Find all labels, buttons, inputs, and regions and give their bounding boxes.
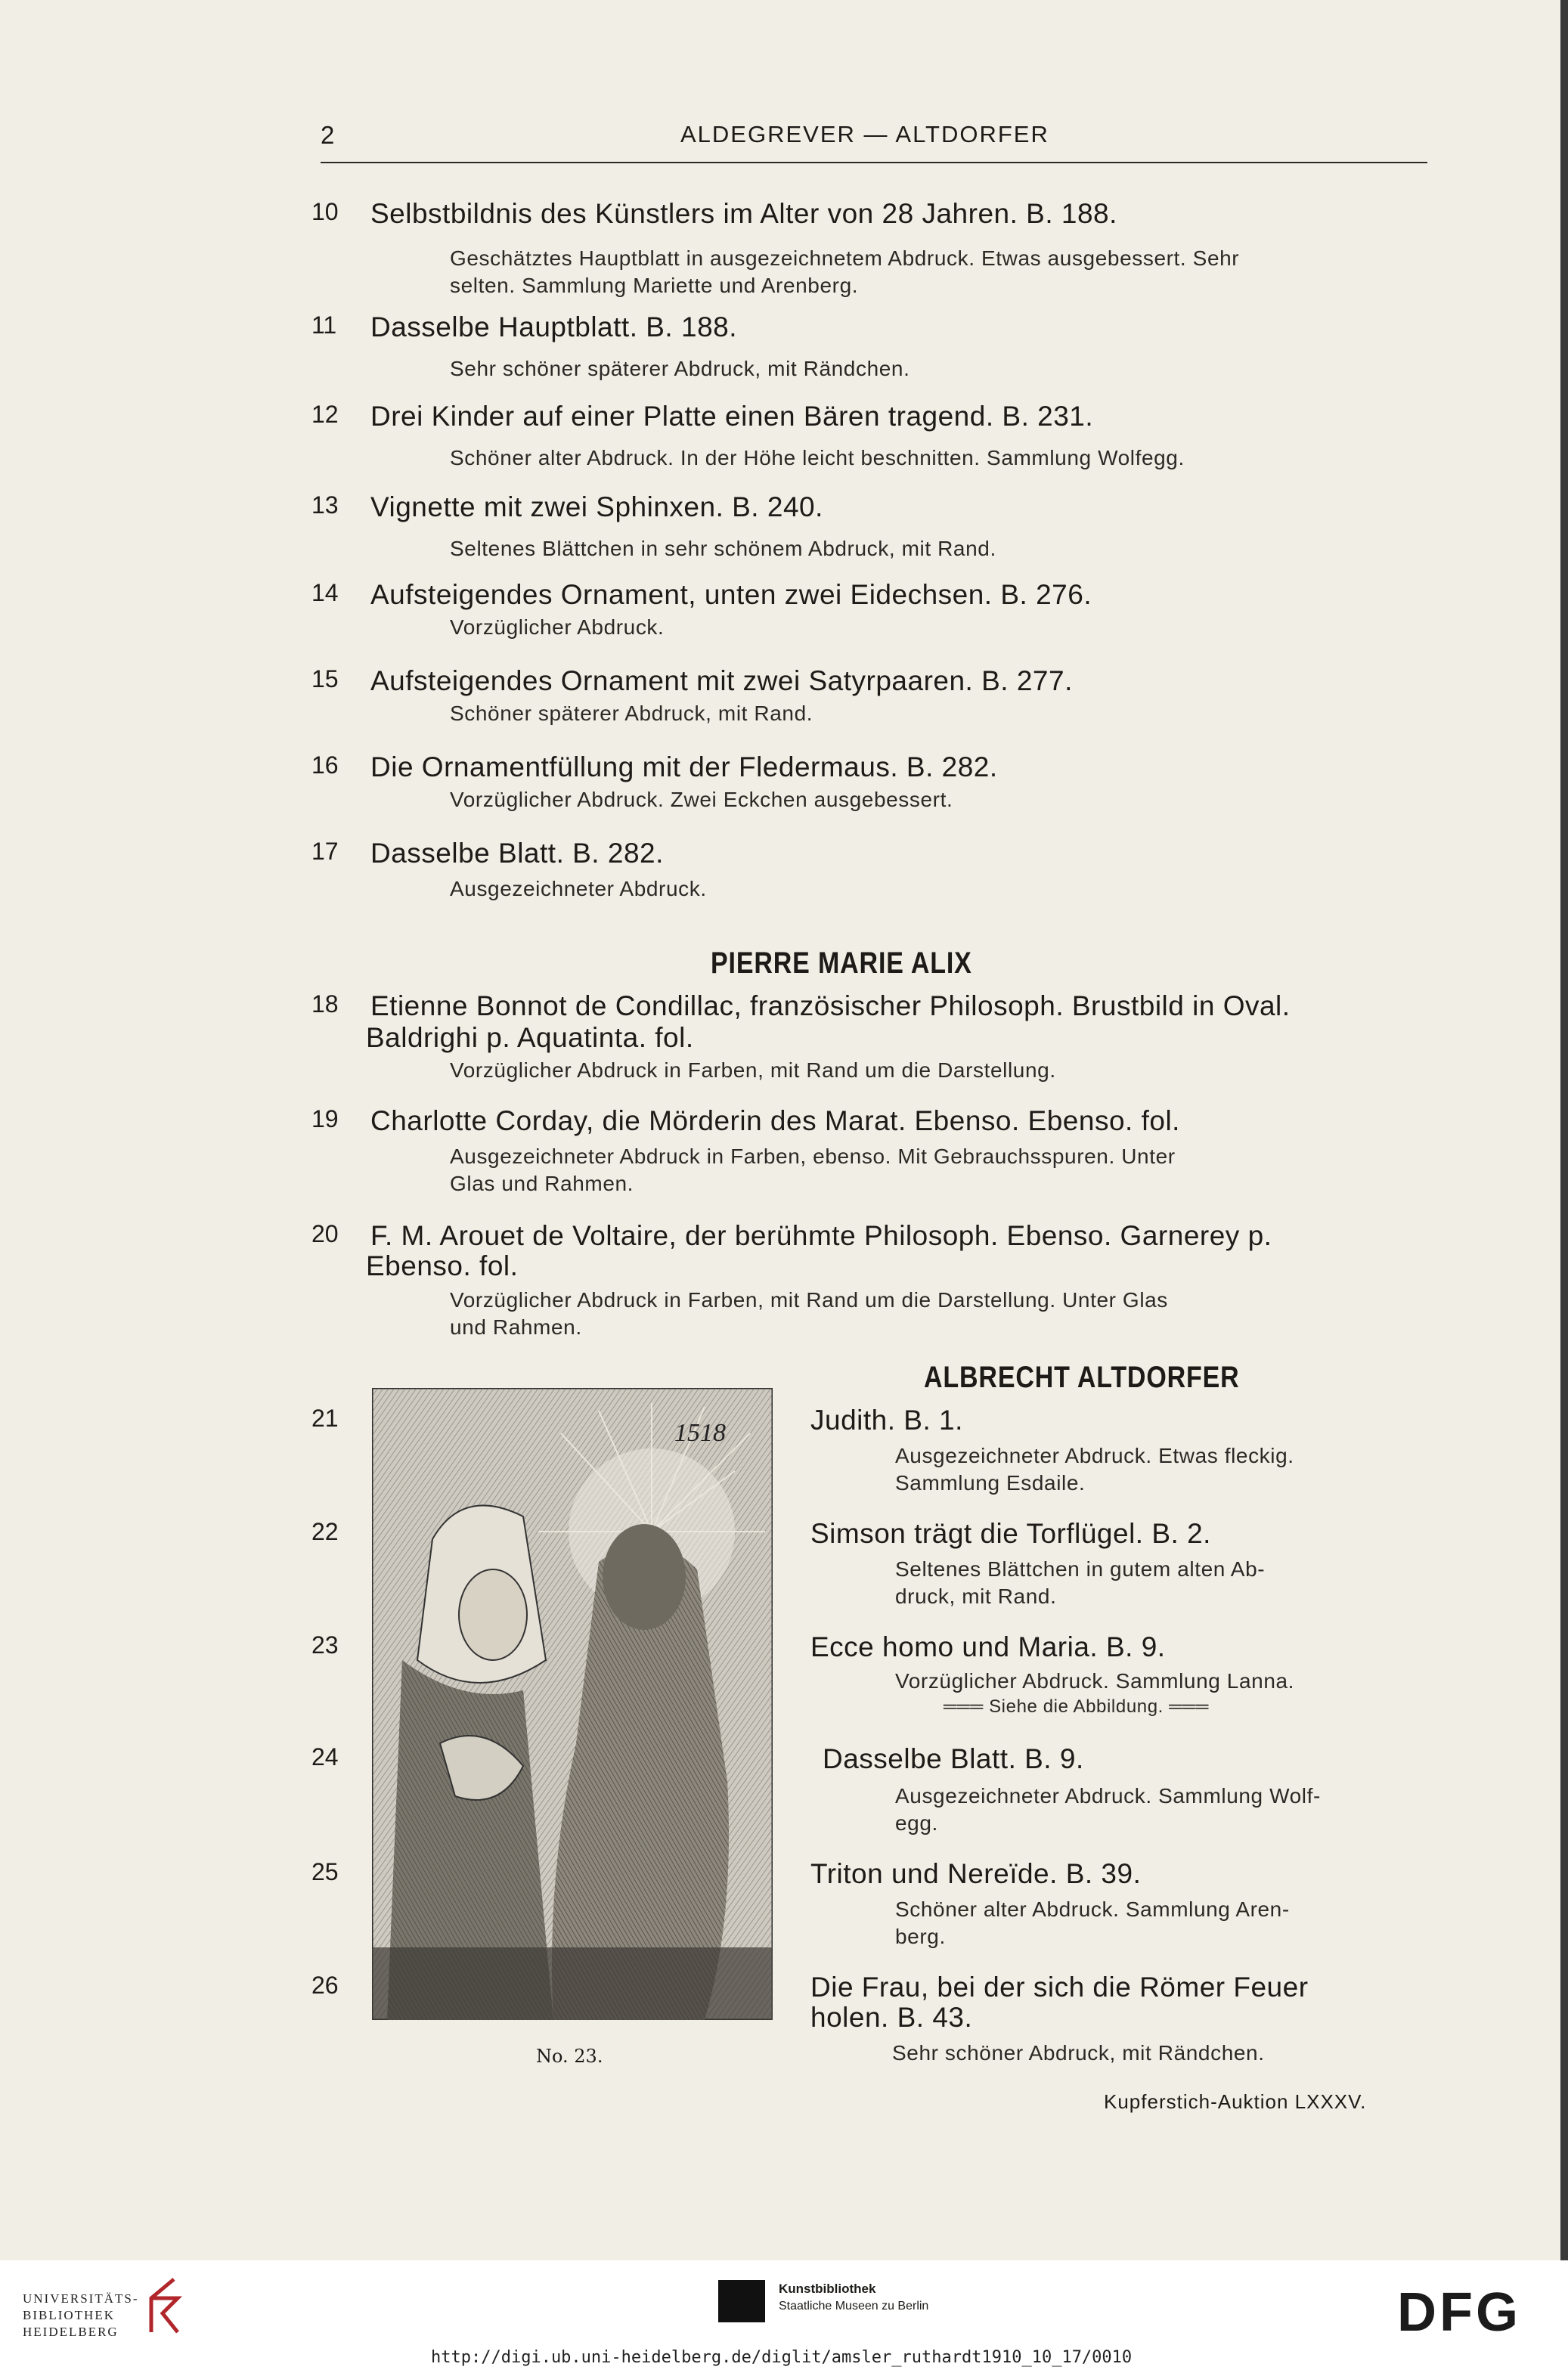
engraving-date: 1518 — [674, 1419, 726, 1447]
entry-desc: Ausgezeichneter Abdruck. Sammlung Wolf- — [895, 1784, 1321, 1808]
entry-number: 21 — [311, 1405, 339, 1432]
entry-desc: und Rahmen. — [450, 1315, 582, 1339]
entry-title: Triton und Nereïde. B. 39. — [810, 1858, 1142, 1889]
header-rule — [321, 162, 1427, 163]
entry-title: Etienne Bonnot de Condillac, französischer Philosoph. Brustbild in Oval. — [370, 990, 1291, 1021]
entry-number: 20 — [311, 1220, 339, 1247]
entry-title: Dasselbe Blatt. B. 282. — [370, 838, 664, 869]
engraving-ecce-homo — [372, 1388, 773, 2020]
entry-desc: egg. — [895, 1811, 938, 1835]
kunstbibliothek-title: Kunstbibliothek — [779, 2282, 876, 2296]
entry-desc: Schöner alter Abdruck. Sammlung Aren- — [895, 1897, 1290, 1921]
entry-desc: berg. — [895, 1925, 946, 1948]
entry-number: 12 — [311, 401, 339, 428]
entry-desc: Glas und Rahmen. — [450, 1172, 634, 1195]
entry-number: 18 — [311, 990, 339, 1018]
section-heading-alix: PIERRE MARIE ALIX — [711, 946, 972, 980]
entry-title: Dasselbe Blatt. B. 9. — [823, 1743, 1084, 1774]
entry-number: 19 — [311, 1105, 339, 1132]
entry-number: 26 — [311, 1972, 339, 1999]
running-header: ALDEGREVER — ALTDORFER — [680, 121, 1049, 147]
dfg-logo: DFG — [1397, 2282, 1521, 2343]
entry-number: 14 — [311, 579, 339, 606]
entry-number: 17 — [311, 838, 339, 865]
auction-footer: Kupferstich-Auktion LXXXV. — [1104, 2090, 1367, 2113]
entry-title-cont: holen. B. 43. — [810, 2002, 973, 2033]
entry-number: 15 — [311, 665, 339, 692]
section-heading-altdorfer: ALBRECHT ALTDORFER — [924, 1361, 1240, 1394]
entry-title: Judith. B. 1. — [810, 1405, 963, 1436]
heidelberg-mark-icon — [144, 2275, 189, 2336]
entry-desc: Seltenes Blättchen in gutem alten Ab- — [895, 1557, 1266, 1581]
entry-desc: selten. Sammlung Mariette und Arenberg. — [450, 274, 859, 297]
entry-title: Dasselbe Hauptblatt. B. 188. — [370, 311, 738, 342]
see-illustration-note: ═══ Siehe die Abbildung. ═══ — [944, 1696, 1210, 1717]
entry-title: Drei Kinder auf einer Platte einen Bären tragend. B. 231. — [370, 401, 1094, 432]
entry-desc: Vorzüglicher Abdruck. Sammlung Lanna. — [895, 1669, 1295, 1693]
entry-number: 10 — [311, 198, 339, 225]
entry-desc: Sammlung Esdaile. — [895, 1471, 1086, 1495]
kunstbibliothek-logo-icon — [718, 2280, 765, 2322]
entry-number: 25 — [311, 1858, 339, 1885]
entry-desc: Schöner späterer Abdruck, mit Rand. — [450, 702, 813, 725]
entry-desc: Sehr schöner Abdruck, mit Rändchen. — [892, 2041, 1265, 2065]
entry-title: Selbstbildnis des Künstlers im Alter von 28 Jahren. B. 188. — [370, 198, 1117, 229]
image-caption: No. 23. — [536, 2046, 603, 2067]
entry-title: Vignette mit zwei Sphinxen. B. 240. — [370, 491, 823, 522]
kunstbibliothek-subtitle: Staatliche Museen zu Berlin — [779, 2300, 929, 2313]
uni-line-2: BIBLIOTHEK — [23, 2308, 115, 2322]
entry-title: Charlotte Corday, die Mörderin des Marat. Ebenso. Ebenso. fol. — [370, 1105, 1180, 1136]
book-spine-edge — [1560, 0, 1568, 2260]
entry-desc: Vorzüglicher Abdruck. Zwei Eckchen ausgebessert. — [450, 788, 953, 811]
entry-desc: Vorzüglicher Abdruck in Farben, mit Rand um die Darstellung. — [450, 1058, 1056, 1082]
entry-title: Aufsteigendes Ornament, unten zwei Eidechsen. B. 276. — [370, 579, 1092, 610]
entry-title: Ecce homo und Maria. B. 9. — [810, 1631, 1166, 1662]
entry-desc: Vorzüglicher Abdruck in Farben, mit Rand um die Darstellung. Unter Glas — [450, 1288, 1168, 1312]
entry-desc: Ausgezeichneter Abdruck. — [450, 877, 707, 900]
entry-number: 16 — [311, 751, 339, 779]
entry-title-cont: Baldrighi p. Aquatinta. fol. — [366, 1022, 694, 1053]
entry-desc: Ausgezeichneter Abdruck in Farben, ebenso. Mit Gebrauchsspuren. Unter — [450, 1145, 1176, 1168]
entry-desc: Ausgezeichneter Abdruck. Etwas fleckig. — [895, 1444, 1294, 1467]
entry-number: 23 — [311, 1631, 339, 1659]
entry-desc: Sehr schöner späterer Abdruck, mit Rändchen. — [450, 357, 910, 380]
entry-number: 24 — [311, 1743, 339, 1770]
university-library-logo — [23, 2291, 139, 2340]
entry-title: Aufsteigendes Ornament mit zwei Satyrpaaren. B. 277. — [370, 665, 1073, 696]
entry-desc: Schöner alter Abdruck. In der Höhe leicht beschnitten. Sammlung Wolfegg. — [450, 446, 1185, 469]
entry-title-cont: Ebenso. fol. — [366, 1250, 519, 1281]
entry-number: 22 — [311, 1518, 339, 1545]
entry-title: Die Ornamentfüllung mit der Fledermaus. B. 282. — [370, 751, 998, 782]
entry-number: 11 — [311, 311, 337, 339]
entry-desc: Seltenes Blättchen in sehr schönem Abdruck, mit Rand. — [450, 537, 996, 560]
entry-desc: druck, mit Rand. — [895, 1585, 1057, 1608]
entry-title: Simson trägt die Torflügel. B. 2. — [810, 1518, 1211, 1549]
entry-desc: Geschätztes Hauptblatt in ausgezeichnetem Abdruck. Etwas ausgebessert. Sehr — [450, 246, 1240, 270]
uni-line-3: HEIDELBERG — [23, 2325, 119, 2339]
entry-number: 13 — [311, 491, 339, 519]
entry-desc: Vorzüglicher Abdruck. — [450, 615, 665, 639]
page-number: 2 — [321, 121, 335, 149]
source-url[interactable]: http://digi.ub.uni-heidelberg.de/diglit/amsler_ruthardt1910_10_17/0010 — [431, 2348, 1133, 2367]
entry-title: F. M. Arouet de Voltaire, der berühmte Philosoph. Ebenso. Garnerey p. — [370, 1220, 1272, 1251]
uni-line-1: UNIVERSITÄTS- — [23, 2291, 139, 2306]
entry-title: Die Frau, bei der sich die Römer Feuer — [810, 1972, 1309, 2003]
